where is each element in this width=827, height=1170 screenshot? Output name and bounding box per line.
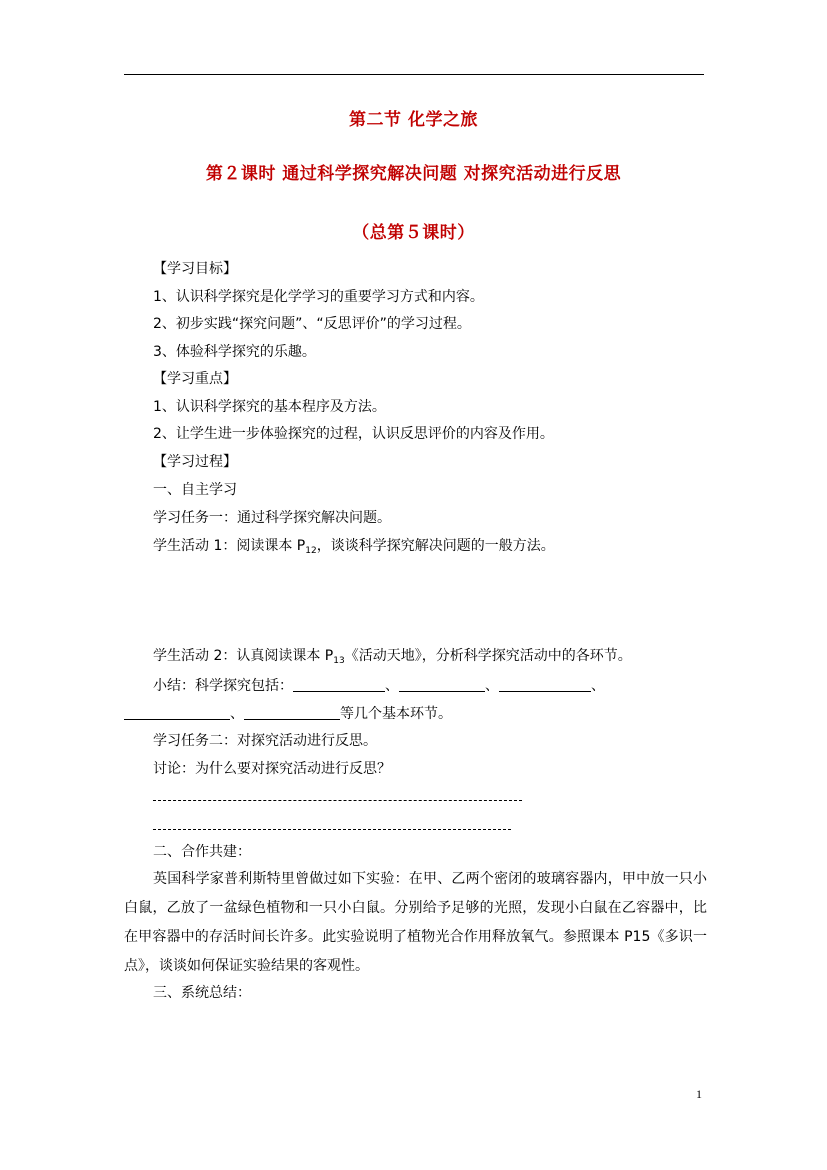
activity-one [153,536,555,561]
summary-end: 等几个基本环节。 [340,706,452,722]
fill-blank[interactable] [399,677,485,692]
objective-item: 1、认识科学探究是化学学习的重要学习方式和内容。 [153,289,484,305]
activity-two-text-end: 《活动天地》，分析科学探究活动中的各环节。 [344,648,632,664]
period-title: （总第５课时） [352,223,475,243]
objective-item: 2、初步实践“探究问题”、“反思评价”的学习过程。 [153,316,471,332]
activity-one-text: 学生活动 1：阅读课本 P [153,538,306,554]
separator: 、 [230,706,244,722]
objective-item: 3、体验科学探究的乐趣。 [153,344,316,360]
key-points-heading: 【学习重点】 [153,371,237,387]
summary-line [153,676,605,696]
cooperation-heading: 二、合作共建： [153,844,251,860]
separator: 、 [385,678,399,694]
discussion-question: 讨论：为什么要对探究活动进行反思？ [153,761,391,777]
lesson-title: 第２课时 通过科学探究解决问题 对探究活动进行反思 [205,164,622,184]
section-title: 第二节 化学之旅 [349,110,478,130]
activity-one-text-end: ，谈谈科学探究解决问题的一般方法。 [316,538,555,554]
separator: 、 [485,678,499,694]
key-point-item: 2、让学生进一步体验探究的过程，认识反思评价的内容及作用。 [153,426,554,442]
key-point-item: 1、认识科学探究的基本程序及方法。 [153,399,386,415]
task-two: 学习任务二：对探究活动进行反思。 [153,733,377,749]
answer-line[interactable] [153,829,511,831]
fill-blank[interactable] [244,705,340,720]
fill-blank[interactable] [499,677,591,692]
separator: 、 [591,678,605,694]
system-summary-heading: 三、系统总结： [153,985,251,1001]
header-rule [124,74,704,75]
fill-blank[interactable] [293,677,385,692]
summary-label: 小结：科学探究包括： [153,678,293,694]
page-number: 1 [696,1087,702,1101]
activity-two-text: 学生活动 2：认真阅读课本 P [153,648,334,664]
answer-line[interactable] [153,800,522,802]
self-study-heading: 一、自主学习 [153,482,237,498]
objectives-heading: 【学习目标】 [153,261,237,277]
process-heading: 【学习过程】 [153,454,237,470]
page-subscript: 13 [333,656,345,666]
task-one: 学习任务一：通过科学探究解决问题。 [153,510,391,526]
summary-line-cont [124,704,452,724]
fill-blank[interactable] [124,705,230,720]
activity-two [153,646,632,671]
experiment-paragraph: 英国科学家普利斯特里曾做过如下实验：在甲、乙两个密闭的玻璃容器内，甲中放一只小白鼠，乙放了一盆绿色植物和一只小白鼠。分别给予足够的光照，发现小白鼠在乙容器中，比在甲容器中的存活时间长许多。此实验说明了植物光合作用释放氧气。参照课本 P15《多识一点》，谈谈如何保证实验结果的客观性。 [124,871,707,974]
page-subscript: 12 [305,546,317,556]
